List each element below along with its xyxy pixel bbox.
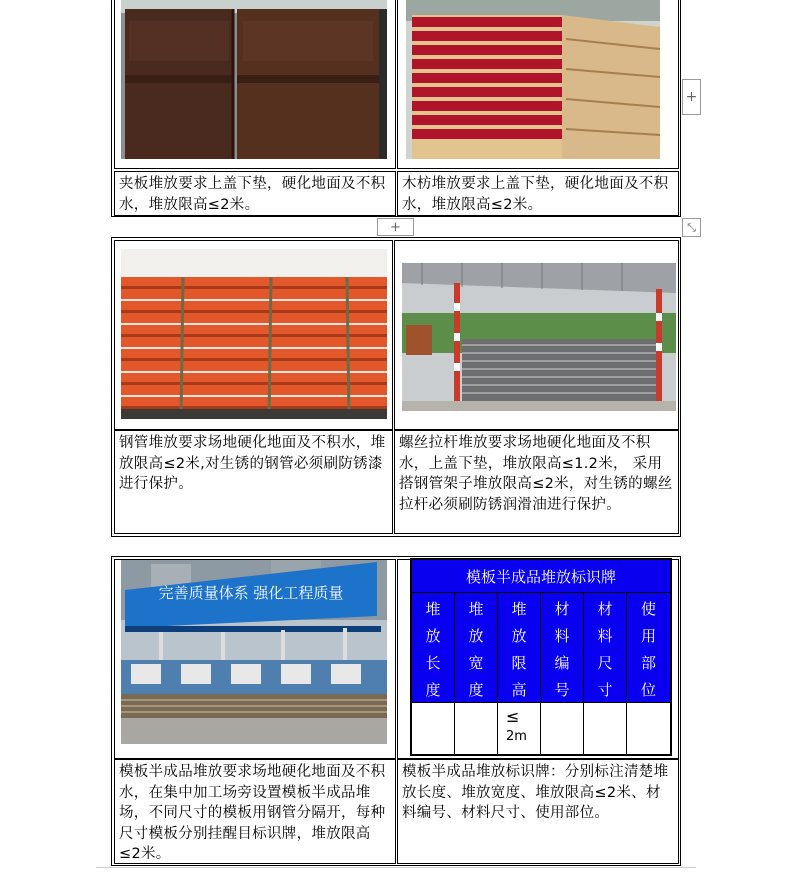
add-column-button[interactable]: + [682,79,701,115]
cell-rod-photo [394,240,679,430]
resize-table-icon[interactable]: ⤡ [682,218,701,237]
sign-value-location [627,702,670,754]
sign-value-height: ≤ 2m [498,702,541,754]
caption-timber: 木枋堆放要求上盖下垫，硬化地面及不积水，堆放限高≤2米。 [397,171,679,216]
caption-plywood: 夹板堆放要求上盖下垫，硬化地面及不积水，堆放限高≤2米。 [114,171,396,216]
sign-value-length [412,702,455,754]
sign-header-number: 材 料 编 号 [541,593,584,702]
cell-pipe-photo [114,240,393,430]
caption-steel-pipe: 钢管堆放要求场地硬化地面及不积水，堆放限高≤2米,对生锈的钢管必须刷防锈漆进行保护。 [114,430,393,534]
caption-tie-rod: 螺丝拉杆堆放要求场地硬化地面及不积水，上盖下垫，堆放限高≤1.2米， 采用搭钢管架子堆放限高≤2米，对生锈的螺丝拉杆必须刷防锈润滑油进行保护。 [394,430,679,534]
sign-header-width: 堆 放 宽 度 [455,593,498,702]
sign-value-width [455,702,498,754]
cell-timber-photo [397,0,679,169]
banner-text: 完善质量体系 强化工程质量 [158,584,344,602]
sign-title: 模板半成品堆放标识牌 [412,560,670,593]
sign-header-length: 堆 放 长 度 [412,593,455,702]
formwork-yard-photo [121,560,387,744]
page-bottom-rule [96,867,696,868]
steel-pipe-stack-photo [121,249,387,419]
sign-header-height: 堆 放 限 高 [498,593,541,702]
sign-value-size [584,702,627,754]
plywood-stack-photo [121,0,387,159]
add-row-button[interactable]: + [377,218,414,236]
sign-value-number [541,702,584,754]
caption-formwork-yard: 模板半成品堆放要求场地硬化地面及不积水，在集中加工场旁设置模板半成品堆场，不同尺寸的模板用钢管分隔开，每种尺寸模板分别挂醒目标识牌，堆放限高≤2米。 [114,759,396,864]
timber-stack-photo [406,0,660,159]
sign-header-size: 材 料 尺 寸 [584,593,627,702]
tie-rod-shed-photo [402,263,676,411]
sign-header-location: 使 用 部 位 [627,593,670,702]
caption-formwork-sign: 模板半成品堆放标识牌：分别标注清楚堆放长度、堆放宽度、堆放限高≤2米、材料编号、材料尺寸、使用部位。 [397,759,679,864]
formwork-sign [410,558,672,756]
cell-plywood-photo [114,0,396,169]
cell-formwork-photo [114,559,396,759]
